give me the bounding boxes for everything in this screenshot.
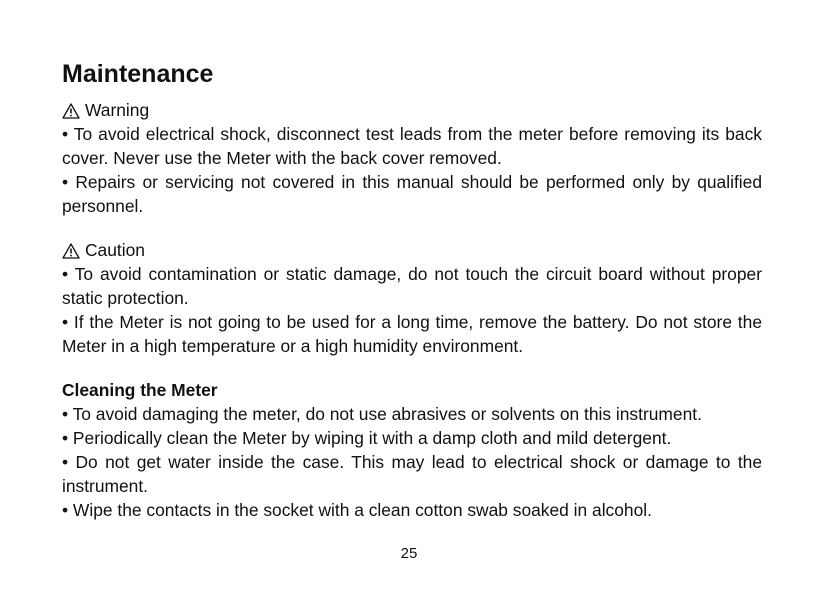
cleaning-item: • Periodically clean the Meter by wiping it with a damp cloth and mild detergent.	[62, 428, 672, 448]
section-gap	[62, 218, 762, 238]
page-number: 25	[400, 545, 418, 562]
caution-item: • If the Meter is not going to be used for a long time, remove the battery. Do not store the Meter in a high temperature or a high humidity environment.	[62, 312, 762, 356]
caution-heading	[62, 238, 762, 262]
cleaning-item: • To avoid damaging the meter, do not use abrasives or solvents on this instrument.	[62, 404, 702, 424]
section-gap	[62, 358, 762, 378]
warning-item: • Repairs or servicing not covered in this manual should be performed only by qualified personnel.	[62, 172, 762, 216]
warning-section	[62, 98, 762, 218]
warning-heading	[62, 98, 762, 122]
cleaning-section	[62, 378, 762, 522]
cleaning-heading: Cleaning the Meter	[62, 380, 218, 400]
warning-triangle-icon	[62, 243, 80, 259]
caution-item: • To avoid contamination or static damage, do not touch the circuit board without proper static protection.	[62, 264, 762, 308]
manual-page	[62, 58, 762, 522]
warning-label: Warning	[85, 100, 150, 120]
warning-item: • To avoid electrical shock, disconnect test leads from the meter before removing its back cover. Never use the Meter with the back cover removed.	[62, 124, 762, 168]
page-title: Maintenance	[62, 60, 214, 88]
warning-triangle-icon	[62, 103, 80, 119]
cleaning-item: • Do not get water inside the case. This may lead to electrical shock or damage to the instrument.	[62, 452, 762, 496]
cleaning-item: • Wipe the contacts in the socket with a clean cotton swab soaked in alcohol.	[62, 500, 652, 520]
caution-section	[62, 238, 762, 358]
caution-label: Caution	[85, 240, 145, 260]
